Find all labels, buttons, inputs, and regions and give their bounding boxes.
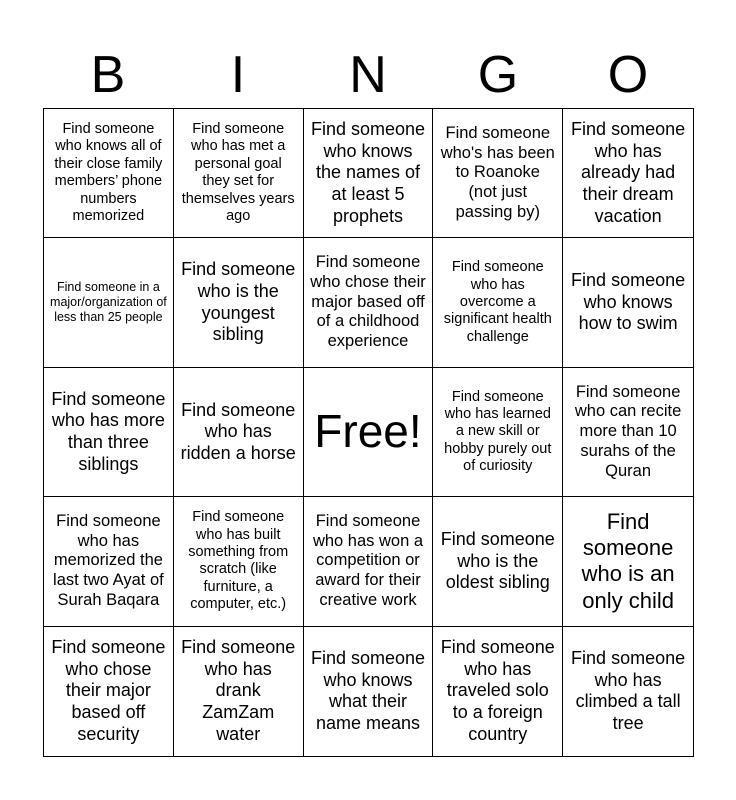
header-letter-o: O: [607, 46, 649, 104]
bingo-cell: Find someone who's has been to Roanoke (not just passing by): [433, 109, 563, 238]
header-letter-g: G: [477, 46, 519, 104]
bingo-cell: Find someone who has built something from scratch (like furniture, a computer, etc.): [174, 497, 304, 626]
bingo-cell: Find someone who has met a personal goal they set for themselves years ago: [174, 109, 304, 238]
bingo-cell: Find someone who has traveled solo to a foreign country: [433, 627, 563, 756]
header-letter-n: N: [349, 46, 387, 104]
bingo-cell: Find someone who can recite more than 10 surahs of the Quran: [563, 368, 693, 497]
bingo-header: [43, 44, 693, 106]
bingo-cell: Find someone who has climbed a tall tree: [571, 648, 686, 733]
bingo-cell: Find someone who has drank ZamZam water: [174, 627, 304, 756]
bingo-cell: Find someone who has memorized the last two Ayat of Surah Baqara: [44, 497, 174, 626]
header-letter-i: I: [230, 46, 246, 104]
header-letter-b: B: [90, 46, 126, 104]
bingo-cell: Find someone who has already had their dream vacation: [563, 109, 693, 238]
bingo-cell: Find someone who knows what their name means: [304, 627, 434, 756]
bingo-cell: Find someone who has won a competition or award for their creative work: [304, 497, 434, 626]
bingo-cell: Find someone who knows how to swim: [563, 238, 693, 367]
bingo-cell: Find someone who knows the names of at least 5 prophets: [304, 109, 434, 238]
bingo-cell: Find someone in a major/organization of less than 25 people: [44, 238, 174, 367]
bingo-board: [43, 108, 694, 757]
bingo-cell: Find someone who has learned a new skill or hobby purely out of curiosity: [433, 368, 563, 497]
bingo-cell: Find someone who is the youngest sibling: [174, 238, 304, 367]
bingo-cell: Find someone who has ridden a horse: [174, 368, 304, 497]
bingo-cell: Find someone who is an only child: [563, 497, 693, 626]
bingo-cell: Find someone who has more than three siblings: [44, 368, 174, 497]
bingo-cell: Find someone who chose their major based off security: [44, 627, 174, 756]
free-space: Free!: [304, 368, 434, 497]
bingo-cell: Find someone who is the oldest sibling: [433, 497, 563, 626]
bingo-cell: Find someone who knows all of their close family members’ phone numbers memorized: [44, 109, 174, 238]
bingo-cell: Find someone who has overcome a significant health challenge: [433, 238, 563, 367]
bingo-cell: Find someone who chose their major based off of a childhood experience: [304, 238, 434, 367]
